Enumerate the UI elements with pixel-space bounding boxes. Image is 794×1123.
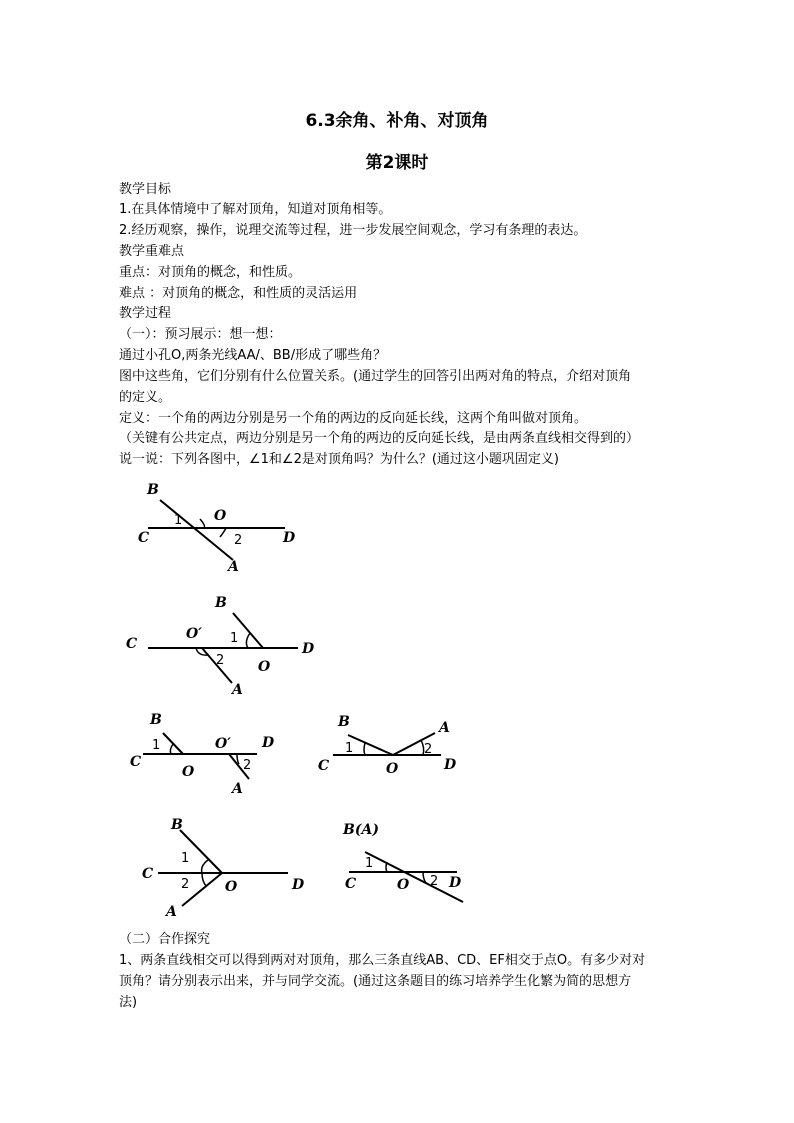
goal-1: 1.在具体情境中了解对顶角，知道对顶角相等。 — [119, 202, 392, 217]
label-a: A — [439, 720, 450, 736]
angle-label-2: 2 — [216, 653, 225, 668]
goal-2: 2.经历观察，操作，说理交流等过程，进一步发展空间观念，学习有条理的表达。 — [119, 223, 587, 238]
label-b: B — [171, 817, 183, 833]
label-o: O — [182, 764, 195, 780]
label-o: O — [386, 761, 399, 777]
angle-label-1: 1 — [174, 513, 183, 528]
label-b: B — [150, 712, 162, 728]
key-point: 重点：对顶角的概念，和性质。 — [119, 265, 302, 280]
line-ob — [348, 735, 393, 755]
label-b: B — [215, 595, 227, 611]
definition: 定义：一个角的两边分别是另一个角的两边的反向延长线，这两个角叫做对顶角。 — [119, 411, 588, 426]
angle-arc-2 — [202, 873, 206, 886]
angle-arc-2 — [220, 528, 226, 537]
angle-label-2: 2 — [234, 533, 243, 548]
label-d: D — [283, 530, 296, 546]
keypoints-heading: 教学重难点 — [119, 244, 185, 259]
part1-desc-line1: 图中这些角，它们分别有什么位置关系。(通过学生的回答引出两对角的特点，介绍对顶角 — [119, 369, 632, 384]
label-o: O — [225, 879, 238, 895]
label-a: A — [166, 904, 177, 920]
figure-5 — [138, 812, 318, 922]
label-o-prime: O′ — [186, 626, 202, 642]
process-heading: 教学过程 — [119, 306, 172, 321]
angle-label-1: 1 — [152, 738, 161, 753]
label-o-prime: O′ — [215, 736, 231, 752]
label-c: C — [142, 866, 154, 882]
angle-arc-1 — [202, 860, 208, 873]
angle-arc-1 — [364, 743, 365, 755]
angle-arc-1 — [246, 633, 250, 648]
angle-label-1: 1 — [345, 741, 354, 756]
angle-label-1: 1 — [230, 631, 239, 646]
figure-2 — [120, 590, 330, 700]
angle-arc-1 — [200, 519, 205, 528]
angle-label-2: 2 — [430, 874, 439, 889]
angle-label-1: 1 — [365, 856, 374, 871]
part1-heading: （一）：预习展示：想一想： — [119, 327, 282, 342]
label-a: A — [232, 781, 243, 797]
label-b-a: B(A) — [343, 822, 379, 838]
label-c: C — [138, 530, 150, 546]
label-o: O — [214, 508, 227, 524]
angle-arc-1 — [170, 744, 173, 754]
label-d: D — [449, 875, 462, 891]
say-it-question: 说一说：下列各图中，∠1和∠2是对顶角吗？为什么？(通过这小题巩固定义) — [119, 452, 559, 467]
angle-label-2: 2 — [243, 758, 252, 773]
part2-question-line3: 法) — [119, 995, 138, 1010]
label-c: C — [130, 754, 142, 770]
line-ob — [163, 733, 183, 754]
angle-label-1: 1 — [181, 851, 190, 866]
label-o: O — [258, 659, 271, 675]
page-title: 6.3余角、补角、对顶角 — [305, 111, 489, 131]
difficult-point: 难点 ：对顶角的概念，和性质的灵活运用 — [119, 286, 358, 301]
label-d: D — [292, 877, 305, 893]
figure-3 — [125, 707, 290, 802]
angle-label-2: 2 — [424, 742, 433, 757]
label-c: C — [318, 758, 330, 774]
page-subtitle: 第2课时 — [365, 153, 429, 173]
label-b: B — [147, 482, 159, 498]
label-a: A — [228, 559, 239, 575]
part2-question-line1: 1、两条直线相交可以得到两对对顶角，那么三条直线AB、CD、EF相交于点O。有多少对对 — [119, 953, 646, 968]
goals-heading: 教学目标 — [119, 182, 172, 197]
angle-arc-2 — [237, 754, 239, 764]
label-c: C — [126, 636, 138, 652]
label-a: A — [232, 682, 243, 698]
part1-question: 通过小孔O,两条光线AA/、BB/形成了哪些角？ — [119, 348, 387, 363]
label-b: B — [338, 714, 350, 730]
label-d: D — [302, 641, 315, 657]
key-note: （关键有公共定点，两边分别是另一个角的两边的反向延长线，是由两条直线相交得到的） — [119, 431, 640, 446]
figure-4 — [313, 707, 468, 802]
label-d: D — [262, 735, 275, 751]
label-o: O — [397, 877, 410, 893]
label-c: C — [345, 876, 357, 892]
label-d: D — [444, 757, 457, 773]
angle-label-2: 2 — [181, 877, 190, 892]
part1-desc-line2: 的定义。 — [119, 390, 172, 405]
figure-6 — [335, 812, 485, 912]
figure-1 — [130, 478, 310, 578]
part2-heading: （二）合作探究 — [119, 932, 211, 947]
angle-arc-1 — [386, 862, 387, 872]
part2-question-line2: 顶角？请分别表示出来，并与同学交流。(通过这条题目的练习培养学生化繁为简的思想方 — [119, 974, 632, 989]
